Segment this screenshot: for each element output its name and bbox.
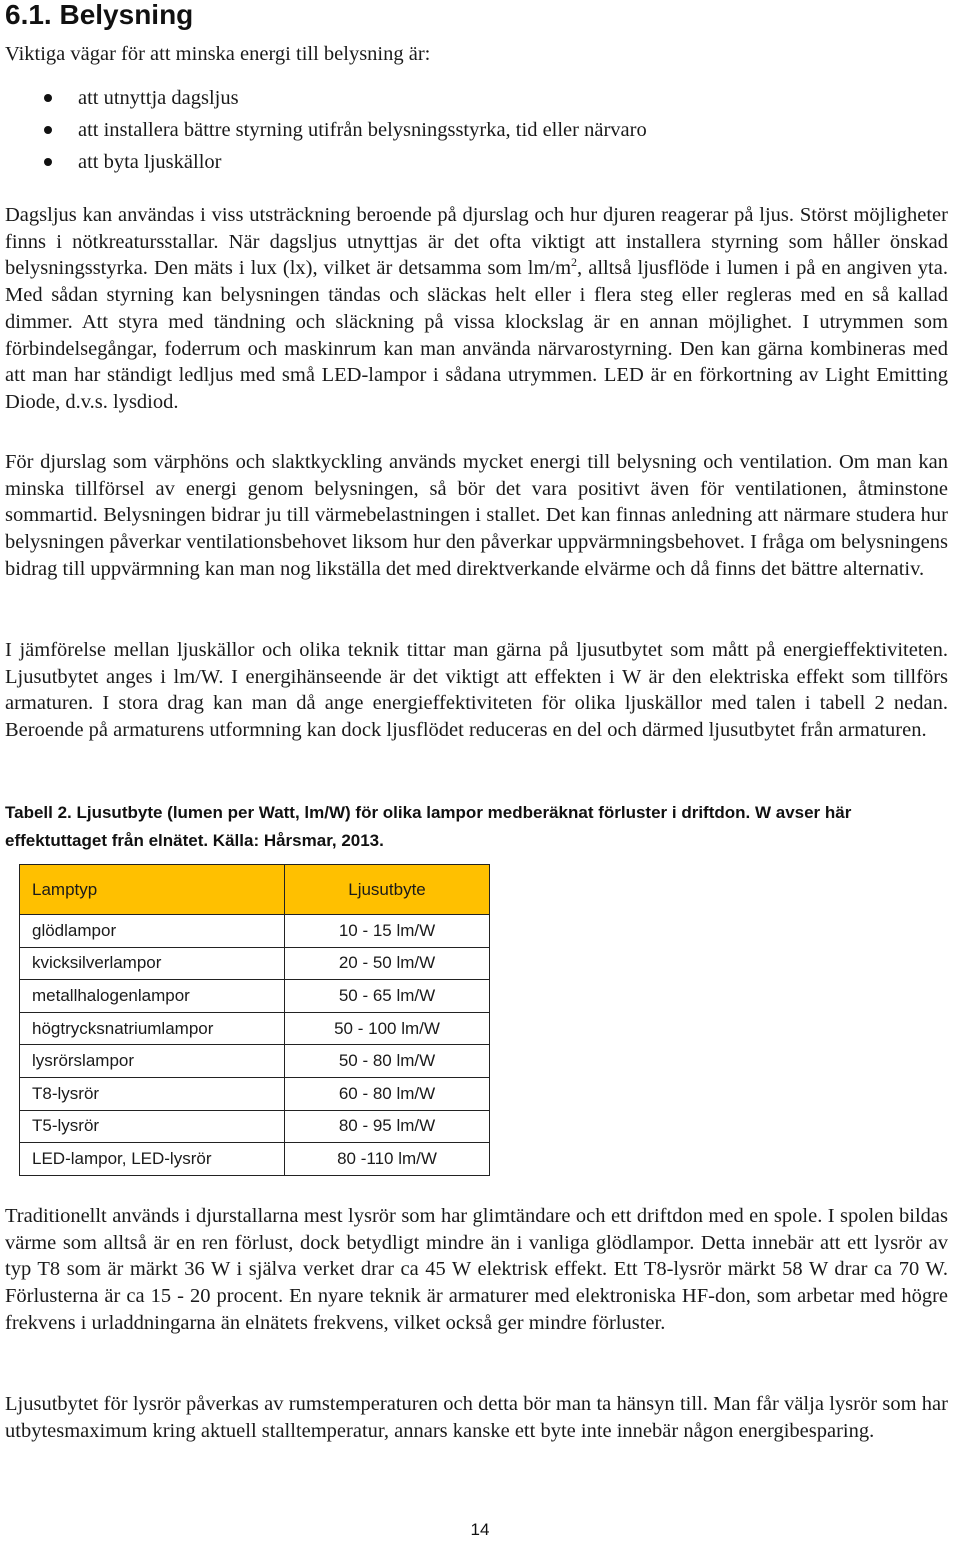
paragraph-text: , alltså ljusflöde i lumen i på en angiven yta. Med sådan styrning kan belysningen tändas och släckas helt eller i flera steg eller regleras med en så kallad dimmer. Att styra med tändning och släckning på vissa klockslag är en annan möjlighet. I utrymmen som förbindelsegångar, foderrum och maskinrum kan man använda närvarostyrning. Den kan gärna kombineras med att man har ständigt ledljus med små LED-lampor i sådana utrymmen. LED är en förkortning av Light Emitting Diode, d.v.s. lysdiod. bbox=[5, 257, 948, 413]
bullet-text: att installera bättre styrning utifrån belysningsstyrka, tid eller närvaro bbox=[78, 119, 647, 141]
bullet-text: att byta ljuskällor bbox=[78, 151, 222, 173]
table-row bbox=[20, 915, 490, 948]
list-item bbox=[5, 82, 647, 114]
section-heading: 6.1. Belysning bbox=[5, 0, 194, 30]
efficacy-cell: 50 - 80 lm/W bbox=[285, 1045, 490, 1078]
bullet-text: att utnyttja dagsljus bbox=[78, 87, 239, 109]
paragraph-temperature: Ljusutbytet för lysrör påverkas av rumstemperaturen och detta bör man ta hänsyn till. Man får välja lysrör som har utbytesmaximum kring aktuell stalltemperatur, annars kanske ett byte inte innebär någon energibesparing. bbox=[5, 1393, 948, 1442]
paragraph-fluorescent: Traditionellt används i djurstallarna mest lysrör som har glimtändare och ett driftdon med en spole. I spolen bildas värme som alltså är en ren förlust, dock betydligt mindre än i vanliga glödlampor. Detta innebär att ett lysrör av typ T8 som är märkt 36 W i själva verket drar ca 45 W elektrisk effekt. Ett T8-lysrör märkt 58 W drar ca 70 W. Förlusterna är ca 15 - 20 procent. En nyare teknik är armaturer med elektroniska HF-don, som arbetar med högre frekvens i urladdningarna än elnätets frekvens, vilket också ger mindre förluster. bbox=[5, 1205, 948, 1334]
lamp-type-cell: T5-lysrör bbox=[20, 1110, 285, 1143]
table-row bbox=[20, 1045, 490, 1078]
lamp-type-cell: T8-lysrör bbox=[20, 1077, 285, 1110]
efficacy-cell: 60 - 80 lm/W bbox=[285, 1077, 490, 1110]
list-item bbox=[5, 114, 647, 146]
table-row bbox=[20, 1012, 490, 1045]
paragraph-daylight bbox=[5, 202, 948, 416]
table-row bbox=[20, 1110, 490, 1143]
bullet-list bbox=[5, 82, 647, 178]
table-caption: Tabell 2. Ljusutbyte (lumen per Watt, lm/W) för olika lampor medberäknat förluster i driftdon. W avser här effektuttaget från elnätet. Källa: Hårsmar, 2013. bbox=[5, 803, 852, 850]
efficacy-cell: 80 -110 lm/W bbox=[285, 1143, 490, 1176]
efficacy-cell: 20 - 50 lm/W bbox=[285, 947, 490, 980]
efficacy-cell: 50 - 65 lm/W bbox=[285, 980, 490, 1013]
paragraph-text: Dagsljus kan användas i viss utsträckning beroende på djurslag och hur djuren reagerar på ljus. Störst möjligheter finns i nötkreatursstallar. När dagsljus utnyttjas är det ofta viktigt att installera styrning som håller önskad belysningsstyrka. Den mäts i lux (lx), vilket är detsamma som lm/m bbox=[5, 204, 948, 280]
paragraph-poultry: För djurslag som värphöns och slaktkyckling används mycket energi till belysning och ventilation. Om man kan minska tillförsel av energi genom belysningen, så bör det vara positivt även för ventilationen, åtminstone sommartid. Belysningen bidrar ju till värmebelastningen i stallet. Det kan finnas anledning att närmare studera hur belysningen påverkar ventilationsbehovet liksom hur den påverkar uppvärmningsbehovet. I fråga om belysningens bidrag till uppvärmning kan man nog likställa det med direktverkande elvärme och då finns det bättre alternativ. bbox=[5, 451, 948, 580]
table-row bbox=[20, 1077, 490, 1110]
lamp-type-cell: LED-lampor, LED-lysrör bbox=[20, 1143, 285, 1176]
column-header-ljusutbyte: Ljusutbyte bbox=[285, 865, 490, 915]
lamp-efficiency-table bbox=[19, 864, 490, 1176]
lamp-type-cell: kvicksilverlampor bbox=[20, 947, 285, 980]
list-item bbox=[5, 146, 647, 178]
paragraph-comparison: I jämförelse mellan ljuskällor och olika teknik tittar man gärna på ljusutbytet som mått på energieffektiviteten. Ljusutbytet anges i lm/W. I energihänseende är det viktigt att effekten i W är den elektriska effekt som tillförs armaturen. I stora drag kan man då ange energieffektiviteten för olika ljuskällor med talen i tabell 2 nedan. Beroende på armaturens utformning kan dock ljusflödet reduceras en del och därmed ljusutbytet från armaturen. bbox=[5, 639, 948, 742]
column-header-lamptyp: Lamptyp bbox=[20, 865, 285, 915]
table-row bbox=[20, 980, 490, 1013]
page-number: 14 bbox=[470, 1520, 490, 1539]
table-header-row bbox=[20, 865, 490, 915]
bullet-icon bbox=[44, 94, 52, 102]
table-row bbox=[20, 1143, 490, 1176]
lamp-type-cell: glödlampor bbox=[20, 915, 285, 948]
efficacy-cell: 80 - 95 lm/W bbox=[285, 1110, 490, 1143]
efficacy-cell: 10 - 15 lm/W bbox=[285, 915, 490, 948]
efficacy-cell: 50 - 100 lm/W bbox=[285, 1012, 490, 1045]
lamp-type-cell: högtrycksnatriumlampor bbox=[20, 1012, 285, 1045]
lamp-type-cell: lysrörslampor bbox=[20, 1045, 285, 1078]
table-row bbox=[20, 947, 490, 980]
lamp-type-cell: metallhalogenlampor bbox=[20, 980, 285, 1013]
superscript: 2 bbox=[571, 255, 578, 270]
intro-text: Viktiga vägar för att minska energi till belysning är: bbox=[5, 43, 431, 65]
bullet-icon bbox=[44, 126, 52, 134]
bullet-icon bbox=[44, 158, 52, 166]
